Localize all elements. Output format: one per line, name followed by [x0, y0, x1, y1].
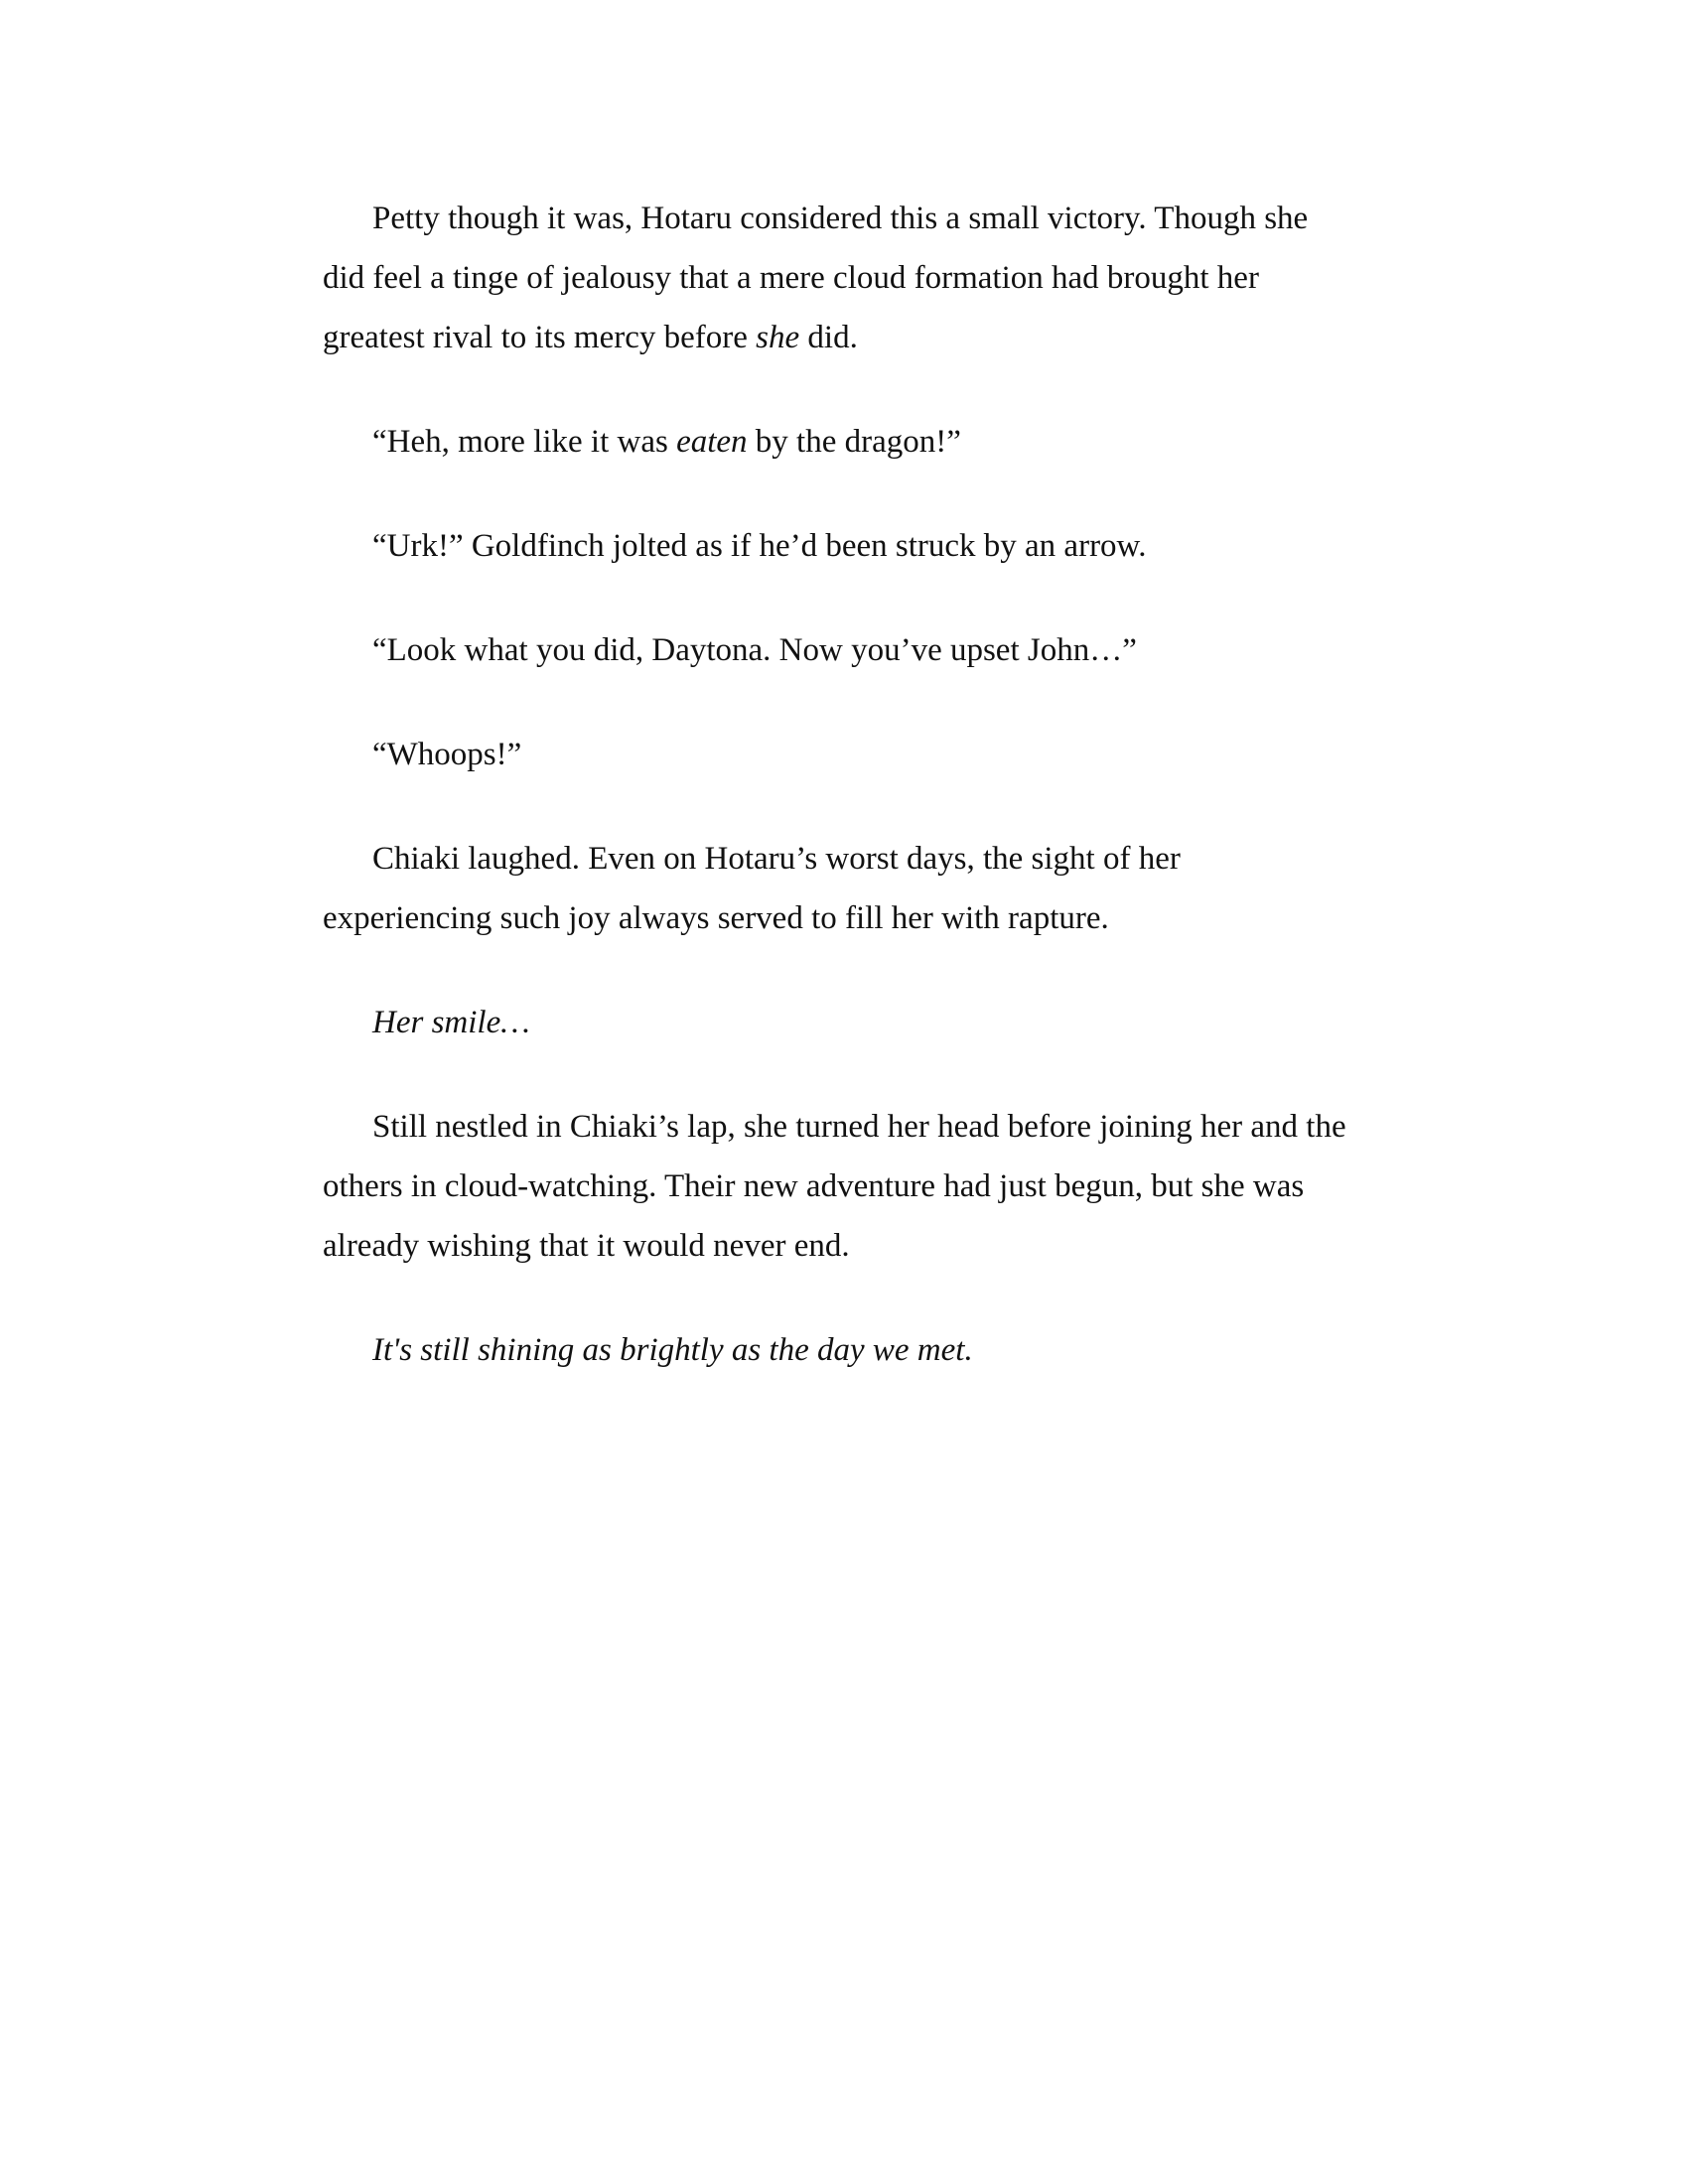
paragraph	[323, 189, 1375, 367]
text-run: “Look what you did, Daytona. Now you’ve upset John…”	[372, 632, 1137, 668]
text-run: Chiaki laughed. Even on Hotaru’s worst days, the sight of her	[372, 841, 1181, 877]
text-run: “Whoops!”	[372, 737, 522, 772]
paragraph	[323, 1320, 1375, 1380]
italic-text: Her smile…	[372, 1005, 530, 1040]
text-run: did.	[799, 320, 858, 355]
story-text	[323, 189, 1375, 1425]
text-line	[323, 412, 1375, 472]
paragraph	[323, 620, 1375, 680]
text-run: did feel a tinge of jealousy that a mere cloud formation had brought her	[323, 260, 1259, 296]
text-run: Petty though it was, Hotaru considered this a small victory. Though she	[372, 201, 1309, 236]
text-run: greatest rival to its mercy before	[323, 320, 757, 355]
text-line	[323, 888, 1375, 948]
text-run: “Urk!” Goldfinch jolted as if he’d been struck by an arrow.	[372, 528, 1147, 564]
text-run: others in cloud-watching. Their new adventure had just begun, but she was	[323, 1168, 1305, 1204]
italic-text: she	[756, 320, 800, 355]
italic-text: It's still shining as brightly as the day we met.	[372, 1332, 973, 1368]
text-run: Still nestled in Chiaki’s lap, she turned her head before joining her and the	[372, 1109, 1346, 1145]
text-line	[323, 248, 1375, 308]
italic-text: eaten	[676, 424, 748, 460]
text-line	[323, 1157, 1375, 1216]
text-run: already wishing that it would never end.	[323, 1228, 850, 1264]
text-run: experiencing such joy always served to fill her with rapture.	[323, 900, 1109, 936]
text-run: “Heh, more like it was	[372, 424, 677, 460]
text-line	[323, 829, 1375, 888]
paragraph	[323, 725, 1375, 784]
text-line	[323, 1320, 1375, 1380]
text-line	[323, 516, 1375, 576]
text-line	[323, 189, 1375, 248]
text-run: by the dragon!”	[747, 424, 961, 460]
text-line	[323, 725, 1375, 784]
text-line	[323, 308, 1375, 367]
paragraph	[323, 516, 1375, 576]
text-line	[323, 1097, 1375, 1157]
paragraph	[323, 993, 1375, 1052]
paragraph	[323, 412, 1375, 472]
paragraph	[323, 1097, 1375, 1276]
text-line	[323, 993, 1375, 1052]
paragraph	[323, 829, 1375, 948]
text-line	[323, 620, 1375, 680]
text-line	[323, 1216, 1375, 1276]
